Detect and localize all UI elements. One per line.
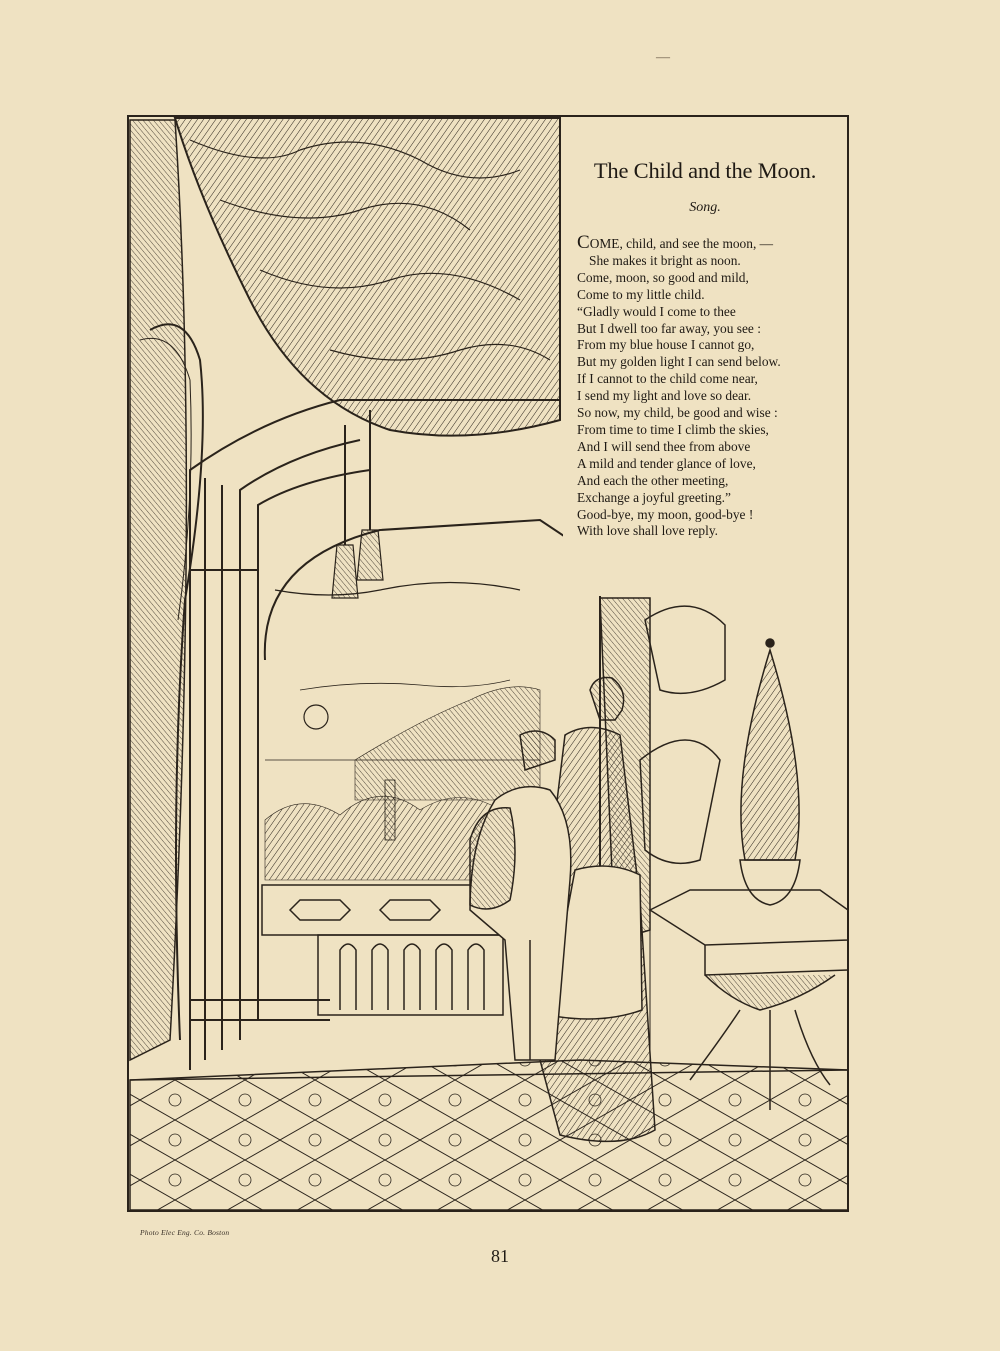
poem-line: Come to my little child. bbox=[577, 286, 705, 302]
poem-line: And each the other meeting, bbox=[577, 472, 729, 488]
poem-line: Good-bye, my moon, good-bye ! bbox=[577, 506, 754, 522]
engraver-credit: Photo Elec Eng. Co. Boston bbox=[140, 1228, 230, 1237]
poem-text bbox=[577, 232, 843, 540]
page-number: 81 bbox=[491, 1246, 509, 1266]
poem-line: But my golden light I can send below. bbox=[577, 354, 781, 370]
poem-line: Exchange a joyful greeting.” bbox=[577, 489, 731, 505]
poem-line: I send my light and love so dear. bbox=[577, 388, 752, 404]
poem-line: So now, my child, be good and wise : bbox=[577, 405, 778, 421]
poem-line: But I dwell too far away, you see : bbox=[577, 320, 761, 336]
tassels bbox=[332, 410, 383, 598]
left-curtain bbox=[130, 120, 203, 1060]
poem-line: And I will send thee from above bbox=[577, 438, 751, 454]
poem-line: “Gladly would I come to thee bbox=[577, 303, 736, 319]
top-drape bbox=[175, 118, 560, 436]
poem-line: If I cannot to the child come near, bbox=[577, 371, 758, 387]
poem-line: She makes it bright as noon. bbox=[589, 252, 741, 268]
poem-line: With love shall love reply. bbox=[577, 523, 719, 539]
poem-line: From my blue house I cannot go, bbox=[577, 337, 755, 353]
pencil-mark: — bbox=[656, 50, 670, 65]
poem-panel bbox=[563, 118, 847, 596]
drop-cap: C bbox=[577, 232, 590, 253]
poem-line: From time to time I climb the skies, bbox=[577, 421, 769, 437]
poem-line: Come, moon, so good and mild, bbox=[577, 269, 749, 285]
floor bbox=[130, 1060, 848, 1210]
table-with-plant bbox=[650, 639, 848, 1110]
poem-line: A mild and tender glance of love, bbox=[577, 455, 756, 471]
moon bbox=[304, 705, 328, 729]
poem-line: COME, child, and see the moon, — bbox=[577, 232, 774, 253]
poem-subtitle: Song. bbox=[689, 200, 721, 215]
poem-title: The Child and the Moon. bbox=[593, 158, 817, 183]
